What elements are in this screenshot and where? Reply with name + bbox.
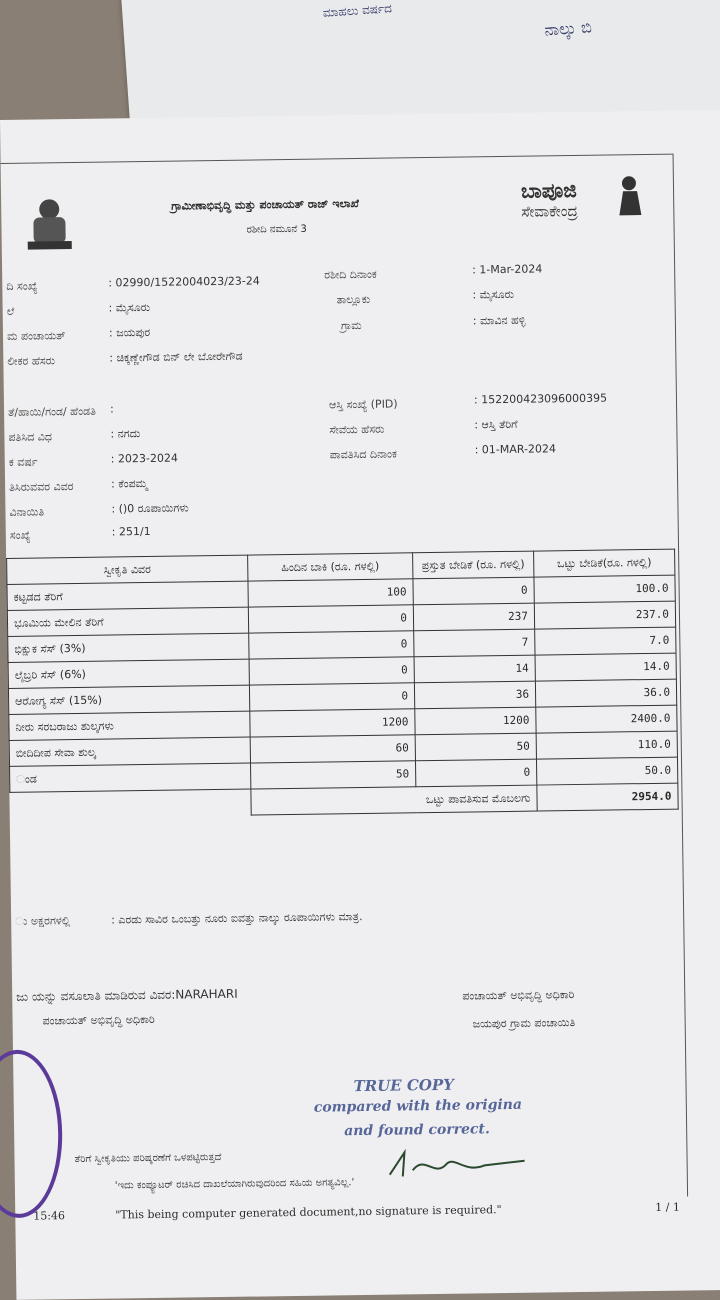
logo-title: ಬಾಪೂಜಿ [520, 177, 577, 203]
collector-role: ಪಂಚಾಯತ್ ಅಭಿವೃದ್ಧಿ ಅಧಿಕಾರಿ [42, 1012, 155, 1028]
panchayat-value: : ಜಯಪುರ [108, 325, 151, 340]
current-demand: 0 [415, 759, 536, 787]
village-value: : ಮಾವಿನ ಹಳ್ಳಿ [472, 313, 526, 328]
exemption-value: : ()0 ರೂಪಾಯಿಗಳು [111, 501, 189, 516]
tax-name: ಭಿಕ್ಷುಕ ಸೆಸ್ (3%) [8, 633, 249, 662]
computer-note-english: "This being computer generated document,no signature is required." [115, 1203, 502, 1222]
state-emblem-icon [19, 189, 80, 255]
previous-balance: 0 [249, 683, 414, 711]
tax-name: ಕಟ್ಟಡದ ತೆರಿಗೆ [7, 581, 248, 610]
officer-place: ಜಯಪುರ ಗ್ರಾಮ ಪಂಚಾಯಿತಿ [472, 1016, 576, 1031]
current-demand: 36 [414, 681, 535, 709]
field-label: ಸಂಖ್ಯೆ [9, 528, 31, 542]
field-label: ಸೇವೆಯ ಹೆಸರು [329, 422, 385, 437]
service-name: : ಆಸ್ತಿ ತೆರಿಗೆ [474, 417, 518, 432]
print-time: 15:46 [33, 1209, 66, 1223]
collector-line: ಜು ಯನ್ನು ವಸೂಲಾತಿ ಮಾಡಿರುವ ವಿವರ:NARAHARI [16, 986, 238, 1004]
previous-balance: 1200 [250, 709, 415, 737]
previous-balance: 60 [250, 735, 415, 763]
previous-balance: 0 [248, 605, 413, 633]
amount-in-words: : ಎರಡು ಸಾವಿರ ಒಂಬತ್ತು ನೂರು ಐವತ್ತು ನಾಲ್ಕು ರೂಪಾಯಿಗಳು ಮಾತ್ರ. [111, 910, 363, 927]
bapuji-logo [521, 178, 578, 221]
receipt-date: : 1-Mar-2024 [472, 262, 543, 277]
field-label: ಪಾವತಿಸಿದ ದಿನಾಂಕ [329, 447, 397, 462]
total-demand: 50.0 [536, 757, 677, 785]
tax-table [6, 549, 679, 819]
department-title: ಗ್ರಾಮೀಣಾಭಿವೃದ್ಧಿ ಮತ್ತು ಪಂಚಾಯತ್ ರಾಜ್ ಇಲಾಖೆ [171, 196, 359, 213]
payment-mode: : ನಗದು [110, 427, 141, 441]
current-demand: 50 [415, 733, 536, 761]
total-demand: 110.0 [536, 731, 677, 759]
previous-balance: 0 [249, 631, 414, 659]
tax-name: ಲೈಬ್ರರಿ ಸೆಸ್ (6%) [8, 659, 249, 688]
previous-balance: 50 [251, 761, 416, 789]
owner-name: : ಚಿಕ್ಕಣ್ಣೇಗೌಡ ಬಿನ್ ಲೇ ಬೋರೇಗೌಡ [109, 349, 243, 365]
survey-number: : 251/1 [111, 524, 151, 539]
page-number: 1 / 1 [655, 1200, 681, 1214]
total-demand: 36.0 [535, 679, 676, 707]
column-header: ಹಿಂದಿನ ಬಾಕಿ (ರೂ. ಗಳಲ್ಲಿ) [248, 553, 413, 581]
signature-icon [384, 1143, 535, 1185]
district-value: : ಮೈಸೂರು [108, 300, 151, 315]
receipt-number: : 02990/1522004023/23-24 [108, 274, 260, 290]
property-id: : 152200423096000395 [473, 391, 608, 407]
receipt-paper [0, 110, 720, 1300]
field-label: ತಾಲ್ಲೂಕು [336, 292, 371, 307]
column-header: ಪ್ರಸ್ತುತ ಬೇಡಿಕೆ (ರೂ. ಗಳಲ್ಲಿ) [413, 551, 534, 579]
total-demand: 7.0 [535, 627, 676, 655]
taluk-value: : ಮೈಸೂರು [472, 287, 515, 302]
relation-value: : [109, 402, 114, 416]
found-correct-stamp: and found correct. [344, 1121, 490, 1140]
current-demand: 7 [414, 629, 535, 657]
tax-name: ಭೂಮಿಯ ಮೇಲಿನ ತೆರಿಗೆ [7, 607, 248, 636]
current-demand: 0 [413, 577, 534, 605]
form-title: ರಶೀದಿ ನಮೂನೆ 3 [246, 223, 307, 236]
tax-name: ಆರೋಗ್ಯ ಸೆಸ್ (15%) [8, 685, 249, 714]
field-label: ತೆ/ಹಾಯಿ/ಗಂಡ/ ಹೆಂಡತಿ [7, 404, 96, 419]
tax-name: ಬೀದಿದೀಪ ಸೇವಾ ಶುಲ್ಕ [9, 737, 250, 766]
column-header: ಒಟ್ಟು ಬೇಡಿಕೆ(ರೂ. ಗಳಲ್ಲಿ) [534, 549, 675, 577]
field-label: ಗ್ರಾಮ [340, 318, 362, 333]
field-label: ಕ ವರ್ಷ [8, 455, 38, 469]
payment-date: : 01-MAR-2024 [474, 442, 557, 457]
total-label: ಒಟ್ಟು ಪಾವತಿಸುವ ಮೊಬಲಗು [251, 785, 537, 815]
field-label: ಪತಿಸಿದ ವಿಧ [8, 430, 53, 444]
financial-year: : 2023-2024 [110, 451, 178, 466]
current-demand: 1200 [415, 707, 536, 735]
total-value: 2954.0 [537, 783, 678, 811]
background-text: ಮಾಹಲು ವರ್ಷದ [322, 1, 393, 20]
current-demand: 14 [414, 655, 535, 683]
compared-stamp: compared with the origina [313, 1096, 523, 1116]
field-label: ಲೆ [6, 304, 15, 318]
computer-note-kannada: 'ಇದು ಕಂಪ್ಯೂಟರ್ ರಚಿಸಿದ ದಾಖಲೆಯಾಗಿರುವುದರಿಂದ ಸಹಿಯ ಅಗತ್ಯವಿಲ್ಲ.' [114, 1177, 355, 1192]
column-header: ಸ್ವೀಕೃತಿ ವಿವರ [7, 555, 248, 584]
gandhi-icon [611, 173, 652, 218]
field-label: ತಿಸಿರುವವರ ವಿವರ [9, 480, 74, 494]
acceptance-note: ತೆರಿಗೆ ಸ್ವೀಕೃತಿಯು ಪರಿಷ್ಕರಣೆಗೆ ಒಳಪಟ್ಟಿರುತ್ತದೆ [74, 1152, 222, 1166]
total-demand: 14.0 [535, 653, 676, 681]
logo-subtitle: ಸೇವಾಕೇಂದ್ರ [521, 201, 578, 221]
field-label: ವಿನಾಯಿತಿ [9, 505, 45, 519]
field-label: ಲೀಕರ ಹೆಸರು [7, 354, 56, 368]
field-label: ದಿ ಸಂಖ್ಯೆ [6, 279, 38, 293]
officer-title: ಪಂಚಾಯತ್ ಅಭಿವೃದ್ಧಿ ಅಧಿಕಾರಿ [462, 988, 575, 1003]
background-handwriting: ನಾಲ್ಕು ಬಿ [543, 17, 593, 40]
payer-name: : ಕೆಂಪಮ್ಮ [111, 476, 148, 491]
total-demand: 2400.0 [536, 705, 677, 733]
true-copy-stamp: TRUE COPY [353, 1075, 454, 1096]
previous-balance: 100 [248, 579, 413, 607]
field-label: ಮ ಪಂಚಾಯತ್ [6, 329, 66, 343]
previous-balance: 0 [249, 657, 414, 685]
field-label: ರಶೀದಿ ದಿನಾಂಕ [324, 267, 377, 282]
tax-name: ನೀರು ಸರಬರಾಜು ಶುಲ್ಕಗಳು [9, 711, 250, 740]
field-label: ಆಸ್ತಿ ಸಂಖ್ಯೆ (PID) [328, 397, 398, 412]
current-demand: 237 [413, 603, 534, 631]
total-demand: 237.0 [534, 601, 675, 629]
amount-words-label: ು ಅಕ್ಷರಗಳಲ್ಲಿ [15, 914, 71, 928]
total-demand: 100.0 [534, 575, 675, 603]
tax-name: ಂಡ [10, 763, 251, 792]
